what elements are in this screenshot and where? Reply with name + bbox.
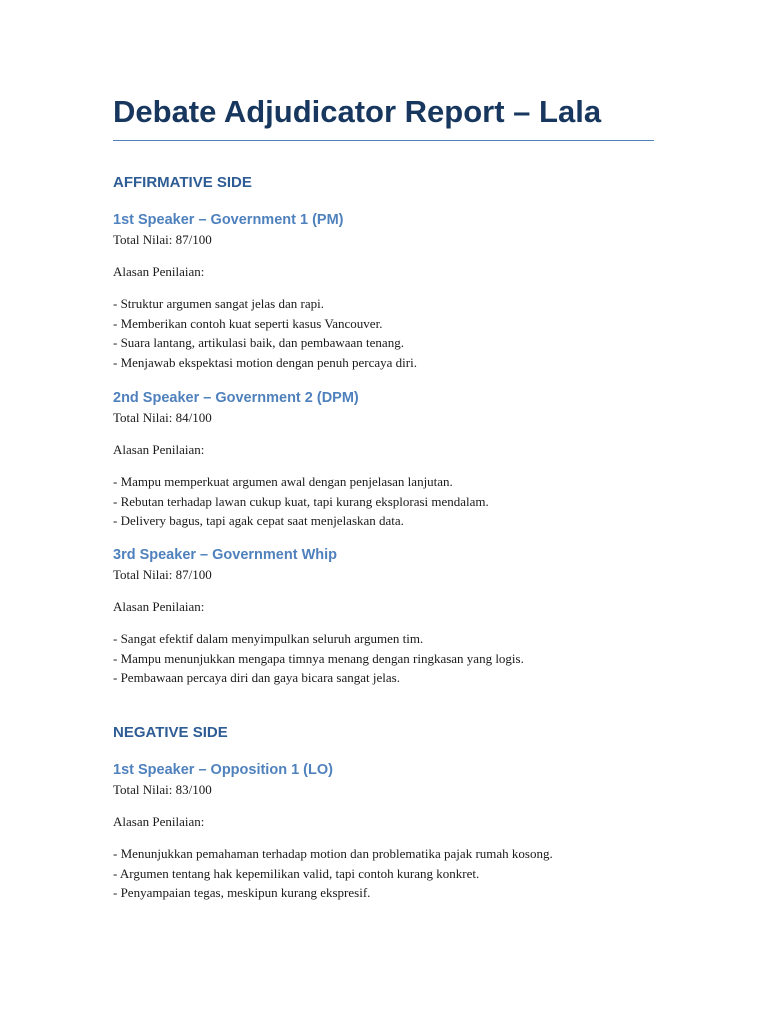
list-item: - Menjawab ekspektasi motion dengan penuh percaya diri. [113,354,417,370]
affirmative-speaker-1 [113,210,673,372]
reason-label: Alasan Penilaian: [113,814,205,829]
speaker-heading: 3rd Speaker – Government Whip [113,547,338,563]
reason-list [113,629,673,688]
reason-label: Alasan Penilaian: [113,599,205,614]
total-score: Total Nilai: 87/100 [113,567,212,582]
list-item: - Sangat efektif dalam menyimpulkan seluruh argumen tim. [113,631,424,646]
reason-label: Alasan Penilaian: [113,442,205,457]
total-score: Total Nilai: 83/100 [113,782,212,797]
reason-list [113,294,673,372]
negative-side-heading-block [113,723,673,743]
list-item: - Struktur argumen sangat jelas dan rapi. [113,296,324,311]
negative-speaker-1 [113,760,673,903]
total-score: Total Nilai: 84/100 [113,410,212,425]
list-item: - Suara lantang, artikulasi baik, dan pembawaan tenang. [113,335,404,350]
affirmative-speaker-2 [113,388,673,531]
list-item: - Rebutan terhadap lawan cukup kuat, tapi kurang eksplorasi mendalam. [113,493,489,509]
list-item: - Mampu memperkuat argumen awal dengan penjelasan lanjutan. [113,474,453,489]
reason-label: Alasan Penilaian: [113,264,205,279]
list-item: - Mampu menunjukkan mengapa timnya menang dengan ringkasan yang logis. [113,650,524,666]
speaker-heading: 1st Speaker – Government 1 (PM) [113,212,344,228]
document-title: Debate Adjudicator Report – Lala [113,92,654,141]
total-score: Total Nilai: 87/100 [113,232,212,247]
speaker-heading: 1st Speaker – Opposition 1 (LO) [113,762,333,778]
reason-list [113,844,673,903]
list-item: - Pembawaan percaya diri dan gaya bicara sangat jelas. [113,670,400,685]
speaker-heading: 2nd Speaker – Government 2 (DPM) [113,390,359,406]
list-item: - Memberikan contoh kuat seperti kasus Vancouver. [113,315,383,331]
affirmative-speaker-3 [113,545,673,688]
list-item: - Penyampaian tegas, meskipun kurang ekspresif. [113,885,371,900]
list-item: - Menunjukkan pemahaman terhadap motion dan problematika pajak rumah kosong. [113,846,553,861]
affirmative-side-heading: AFFIRMATIVE SIDE [113,174,252,191]
reason-list [113,472,673,531]
list-item: - Argumen tentang hak kepemilikan valid, tapi contoh kurang konkret. [113,865,480,881]
list-item: - Delivery bagus, tapi agak cepat saat menjelaskan data. [113,513,404,528]
negative-side-heading: NEGATIVE SIDE [113,724,228,741]
affirmative-side-heading-block [113,173,673,193]
